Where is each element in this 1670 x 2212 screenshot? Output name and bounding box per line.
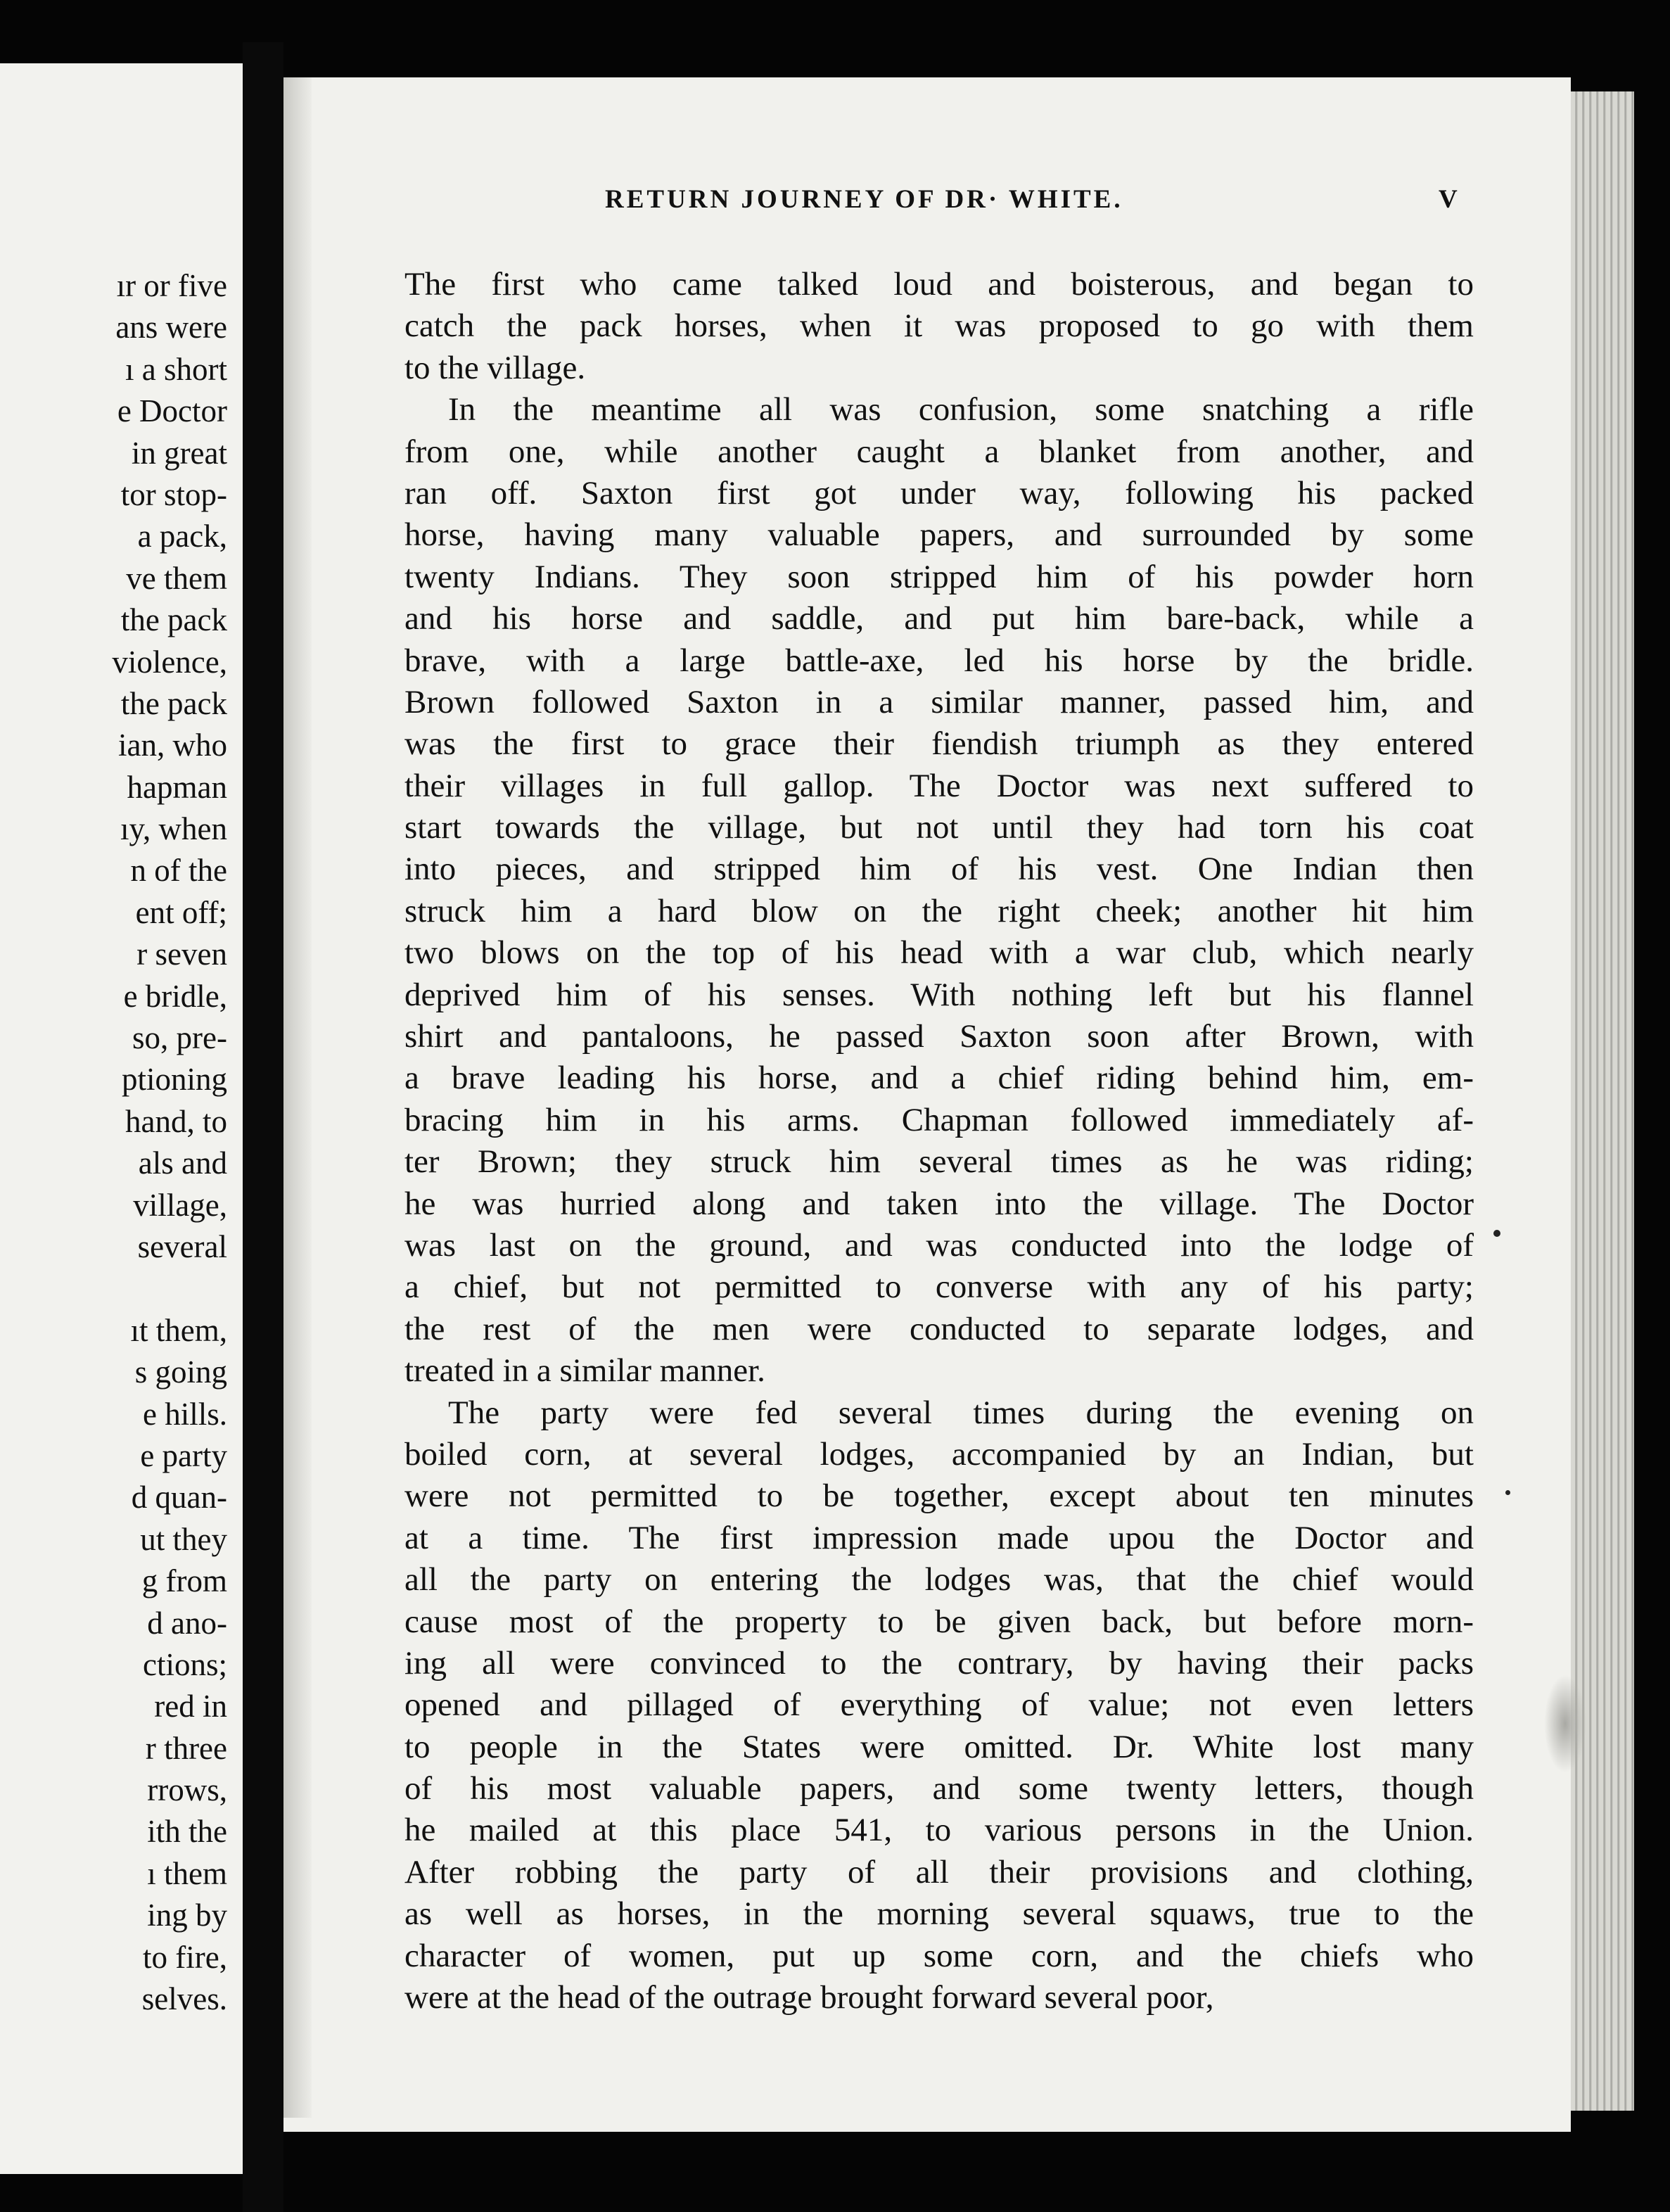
text-line: was last on the ground, and was conducted into the lodge of: [404, 1226, 1474, 1264]
left-page-line: ıy, when: [120, 811, 227, 847]
ink-speck: [1505, 1490, 1510, 1495]
left-page-line: e bridle,: [123, 978, 227, 1014]
text-line: he was hurried along and taken into the village. The Doctor: [404, 1185, 1474, 1222]
left-page-line: ing by: [147, 1898, 227, 1933]
text-line: start towards the village, but not until they had torn his coat: [404, 809, 1474, 846]
left-page-line: ı a short: [125, 351, 227, 387]
page-edges: [1571, 91, 1634, 2111]
left-page-line: g from: [141, 1563, 227, 1599]
running-title: RETURN JOURNEY OF DR· WHITE.: [605, 185, 1123, 214]
text-line: was the first to grace their fiendish triumph as they entered: [404, 725, 1474, 763]
left-page-fragment: [0, 63, 243, 2174]
left-page-line: violence,: [112, 644, 227, 680]
ink-speck: [1493, 1230, 1500, 1237]
left-page-line: ans were: [115, 310, 227, 345]
text-line: at a time. The first impression made upou the Doctor and: [404, 1519, 1474, 1556]
left-page-line: selves.: [141, 1981, 227, 2017]
left-page-text: [0, 265, 227, 2020]
text-line: The party were fed several times during the evening on: [448, 1394, 1474, 1431]
left-page-line: ıt them,: [130, 1312, 227, 1348]
left-page-line: rrows,: [147, 1772, 227, 1808]
text-line: struck him a hard blow on the right cheek; another hit him: [404, 892, 1474, 929]
text-line: ter Brown; they struck him several times as he was riding;: [404, 1143, 1474, 1181]
left-page-line: red in: [154, 1689, 227, 1724]
left-page-line: [0, 1268, 227, 1309]
text-line: deprived him of his senses. With nothing left but his flannel: [404, 976, 1474, 1013]
page-number: V: [1439, 185, 1460, 214]
text-line: cause most of the property to be given back, but before morn-: [404, 1603, 1474, 1640]
left-page-line: e party: [140, 1437, 227, 1473]
text-line: two blows on the top of his head with a war club, which nearly: [404, 934, 1474, 972]
left-page-line: ve them: [126, 560, 227, 596]
text-line: of his most valuable papers, and some twenty letters, though: [404, 1770, 1474, 1807]
gutter-shadow: [283, 77, 312, 2118]
left-page-line: the pack: [120, 685, 227, 721]
text-line: After robbing the party of all their provisions and clothing,: [404, 1853, 1474, 1890]
left-page-line: ır or five: [116, 268, 227, 303]
text-line: catch the pack horses, when it was proposed to go with them: [404, 307, 1474, 345]
text-line: into pieces, and stripped him of his vest. One Indian then: [404, 851, 1474, 888]
left-page-line: r three: [145, 1730, 227, 1766]
left-page-line: so, pre-: [132, 1020, 227, 1056]
left-page-line: s going: [134, 1354, 227, 1390]
left-page-line: e hills.: [143, 1396, 227, 1432]
left-page-line: ı them: [147, 1855, 227, 1891]
left-page-line: ut they: [140, 1521, 227, 1557]
body-text: [404, 264, 1474, 2019]
text-line: ing all were convinced to the contrary, by having their packs: [404, 1644, 1474, 1682]
text-line: a brave leading his horse, and a chief riding behind him, em-: [404, 1060, 1474, 1097]
left-page-line: village,: [133, 1187, 227, 1223]
left-page-line: to fire,: [143, 1939, 227, 1975]
left-page-line: als and: [138, 1145, 227, 1181]
text-line: all the party on entering the lodges was, that the chief would: [404, 1561, 1474, 1598]
left-page-line: a pack,: [137, 519, 227, 554]
text-line: as well as horses, in the morning several squaws, true to the: [404, 1895, 1474, 1933]
text-line: to the village.: [404, 349, 586, 386]
text-line: he mailed at this place 541, to various persons in the Union.: [404, 1812, 1474, 1849]
left-page-line: d quan-: [131, 1480, 227, 1515]
left-page-line: tor stop-: [120, 476, 227, 512]
left-page-line: the pack: [120, 602, 227, 638]
left-page-line: several: [137, 1228, 227, 1264]
text-line: were at the head of the outrage brought forward several poor,: [404, 1979, 1214, 2016]
left-page-line: r seven: [136, 936, 227, 972]
text-line: treated in a similar manner.: [404, 1352, 765, 1390]
text-line: their villages in full gallop. The Doctor was next suffered to: [404, 767, 1474, 804]
left-page-line: e Doctor: [117, 393, 227, 429]
left-page-line: in great: [131, 435, 227, 471]
left-page-line: ptioning: [121, 1062, 227, 1098]
text-line: ran off. Saxton first got under way, following his packed: [404, 474, 1474, 511]
text-line: shirt and pantaloons, he passed Saxton soon after Brown, with: [404, 1018, 1474, 1055]
text-line: opened and pillaged of everything of value; not even letters: [404, 1686, 1474, 1724]
text-line: the rest of the men were conducted to separate lodges, and: [404, 1310, 1474, 1347]
left-page-line: hand, to: [125, 1103, 227, 1139]
left-page-line: ith the: [147, 1814, 227, 1850]
left-page-line: d ano-: [147, 1605, 227, 1641]
text-line: and his horse and saddle, and put him bare-back, while a: [404, 600, 1474, 637]
left-page-line: n of the: [130, 853, 227, 889]
text-line: a chief, but not permitted to converse with any of his party;: [404, 1269, 1474, 1306]
text-line: twenty Indians. They soon stripped him of his powder horn: [404, 558, 1474, 595]
text-line: Brown followed Saxton in a similar manner, passed him, and: [404, 683, 1474, 720]
text-line: to people in the States were omitted. Dr. White lost many: [404, 1728, 1474, 1765]
left-page-line: ent off;: [135, 894, 227, 930]
book-gutter: [243, 42, 283, 2212]
text-line: boiled corn, at several lodges, accompanied by an Indian, but: [404, 1435, 1474, 1473]
text-line: The first who came talked loud and boisterous, and began to: [404, 266, 1474, 303]
page-smudge: [1544, 1674, 1586, 1773]
text-line: In the meantime all was confusion, some snatching a rifle: [448, 391, 1474, 428]
left-page-line: ctions;: [143, 1646, 227, 1682]
left-page-line: hapman: [127, 769, 227, 805]
text-line: character of women, put up some corn, and the chiefs who: [404, 1937, 1474, 1974]
text-line: were not permitted to be together, except about ten minutes: [404, 1477, 1474, 1515]
text-line: horse, having many valuable papers, and surrounded by some: [404, 516, 1474, 554]
text-line: from one, while another caught a blanket from another, and: [404, 433, 1474, 470]
text-line: brave, with a large battle-axe, led his horse by the bridle.: [404, 642, 1474, 679]
text-line: bracing him in his arms. Chapman followed immediately af-: [404, 1101, 1474, 1138]
left-page-line: ian, who: [118, 727, 227, 763]
